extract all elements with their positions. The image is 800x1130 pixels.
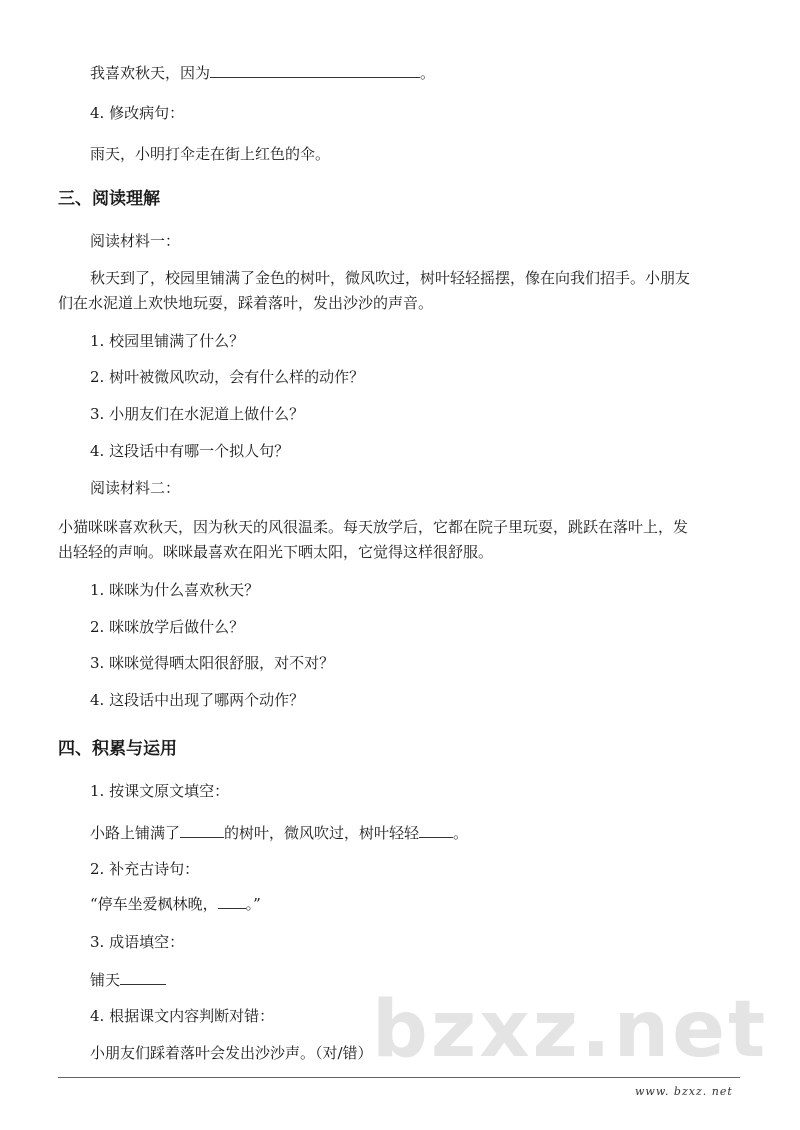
section-heading-accumulation: 四、积累与运用 — [58, 739, 177, 759]
sentence-text: 我喜欢秋天，因为 — [90, 64, 211, 82]
judgement-statement: 小朋友们踩着落叶会发出沙沙声。（对/错） — [90, 1044, 373, 1062]
idiom-fill: 铺天 — [90, 969, 166, 990]
paragraph-line: 出轻轻的声响。咪咪最喜欢在阳光下晒太阳，它觉得这样很舒服。 — [58, 543, 494, 561]
question-item: 1. 校园里铺满了什么？ — [90, 332, 245, 350]
question-label: 3. 成语填空： — [90, 933, 185, 951]
question-label: 4. 根据课文内容判断对错： — [90, 1007, 275, 1025]
question-item: 1. 咪咪为什么喜欢秋天？ — [90, 581, 260, 599]
answer-blank[interactable] — [218, 893, 246, 909]
question-item: 2. 树叶被微风吹动，会有什么样的动作？ — [90, 368, 365, 386]
answer-blank[interactable] — [210, 62, 420, 78]
question-item: 2. 咪咪放学后做什么？ — [90, 618, 245, 636]
paragraph-line: 秋天到了，校园里铺满了金色的树叶，微风吹过，树叶轻轻摇摆，像在向我们招手。小朋友 — [90, 269, 691, 287]
fill-in-sentence: 我喜欢秋天，因为 。 — [90, 64, 436, 82]
poem-fill: “停车坐爱枫林晚， 。” — [90, 895, 261, 913]
paragraph-line: 们在水泥道上欢快地玩耍，踩着落叶，发出沙沙的声音。 — [58, 294, 434, 312]
question-item: 3. 咪咪觉得晒太阳很舒服，对不对？ — [90, 654, 335, 672]
watermark: bzxz.net — [372, 985, 769, 1075]
faulty-sentence: 雨天，小明打伞走在街上红色的伞。 — [90, 145, 331, 163]
footer-url: www. bzxz. net — [635, 1085, 733, 1098]
material-label: 阅读材料一： — [90, 232, 181, 250]
answer-blank[interactable] — [419, 822, 453, 838]
fill-in-sentence: 小路上铺满了 的树叶，微风吹过，树叶轻轻 。 — [90, 824, 469, 842]
answer-blank[interactable] — [180, 822, 224, 838]
material-label: 阅读材料二： — [90, 479, 181, 497]
question-label: 2. 补充古诗句： — [90, 860, 200, 878]
answer-blank[interactable] — [120, 969, 166, 985]
footer-divider — [58, 1077, 740, 1078]
section-heading-reading: 三、阅读理解 — [58, 189, 160, 209]
question-item: 4. 这段话中有哪一个拟人句？ — [90, 442, 290, 460]
question-label: 4. 修改病句： — [90, 104, 185, 122]
paragraph-line: 小猫咪咪喜欢秋天，因为秋天的风很温柔。每天放学后，它都在院子里玩耍，跳跃在落叶上，发 — [58, 518, 689, 536]
question-item: 3. 小朋友们在水泥道上做什么？ — [90, 405, 305, 423]
question-item: 4. 这段话中出现了哪两个动作？ — [90, 691, 305, 709]
question-label: 1. 按课文原文填空： — [90, 782, 230, 800]
